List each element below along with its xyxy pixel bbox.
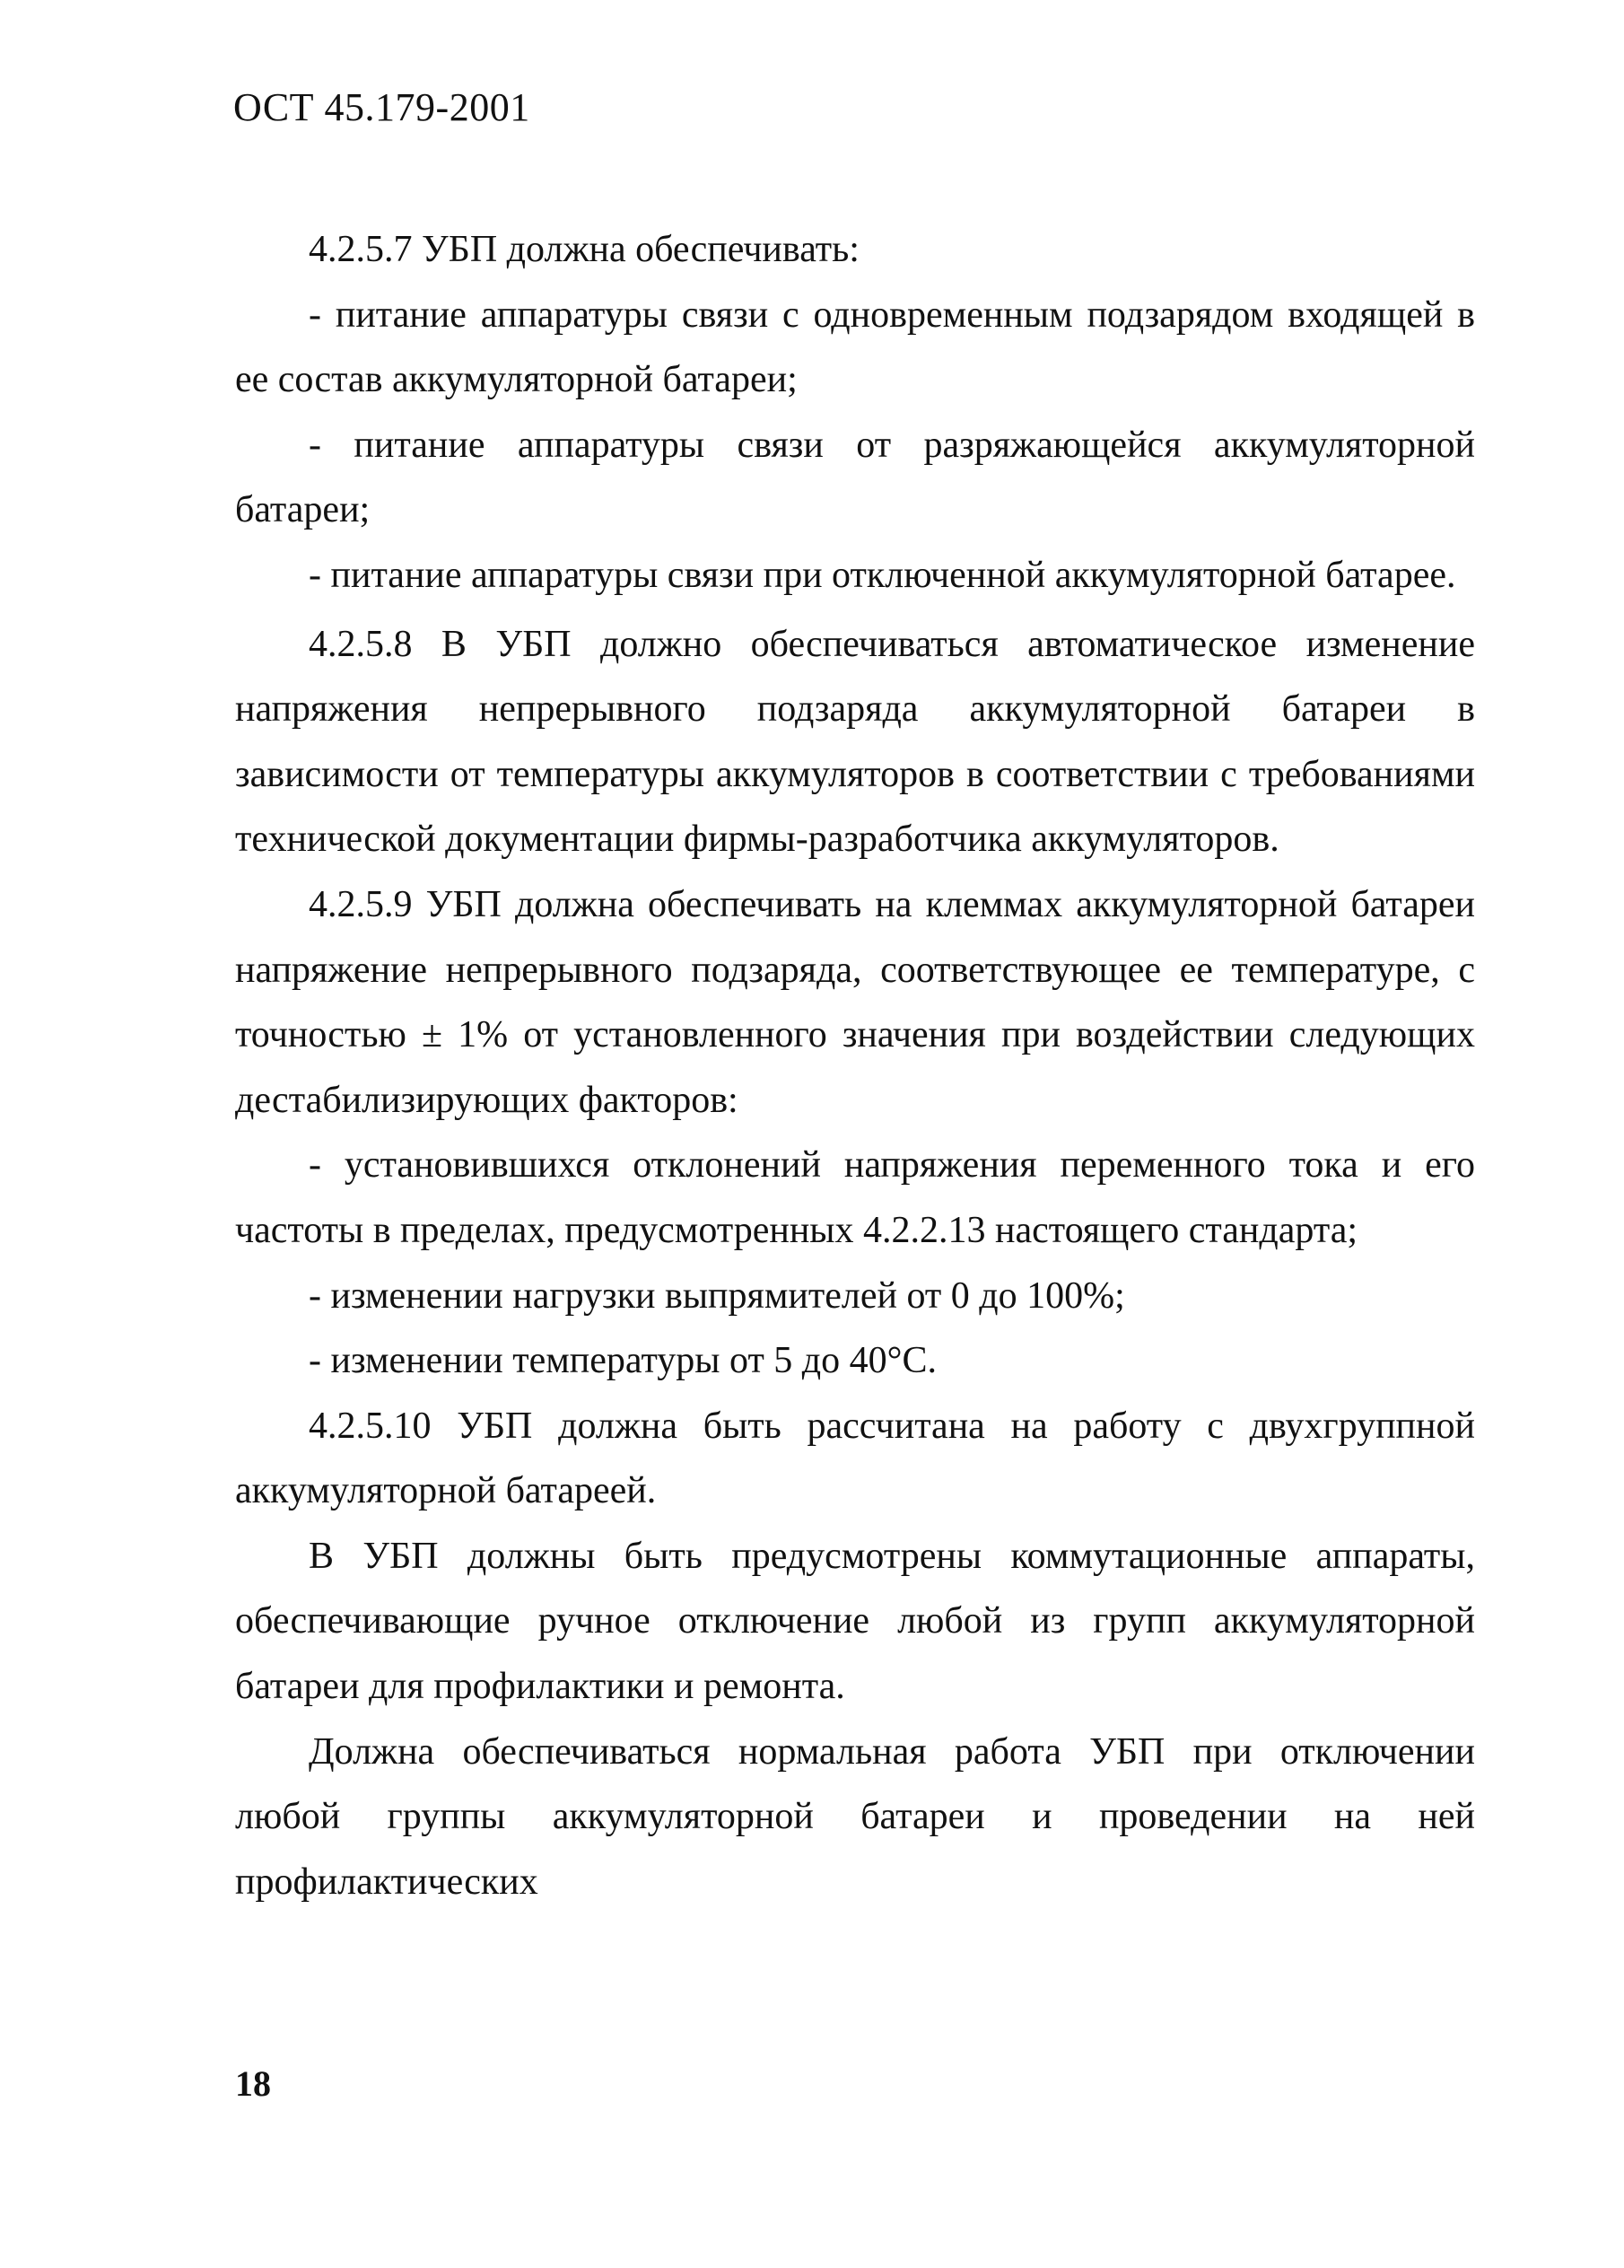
paragraph-normal-operation: Должна обеспечиваться нормальная работа УБП при отключении любой группы аккумуляторной батареи и проведении на ней профилактических [235,1730,1475,1903]
paragraph-switching-devices: В УБП должны быть предусмотрены коммутационные аппараты, обеспечивающие ручное отключение любой из групп аккумуляторной батареи для профилактики и ремонта. [235,1535,1475,1708]
list-item: - питание аппаратуры связи от разряжающейся аккумуляторной батареи; [235,424,1475,531]
paragraph-4-2-5-7: 4.2.5.7 УБП должна обеспечивать: [309,229,860,270]
page-number: 18 [235,2063,271,2104]
list-item: - питание аппаратуры связи с одновременным подзарядом входящей в ее состав аккумуляторной батареи; [235,293,1475,401]
paragraph-4-2-5-9: 4.2.5.9 УБП должна обеспечивать на клеммах аккумуляторной батареи напряжение непрерывного подзаряда, соответствующее ее температуре, с точностью ± 1% от установленного значения при воздействии следующих дестабилизирующих факторов: [235,883,1475,1121]
list-item: - изменении температуры от 5 до 40°С. [309,1340,937,1382]
list-item: - питание аппаратуры связи при отключенной аккумуляторной батарее. [309,554,1456,596]
paragraph-4-2-5-10: 4.2.5.10 УБП должна быть рассчитана на работу с двухгруппной аккумуляторной батареей. [235,1405,1475,1512]
paragraph-4-2-5-8: 4.2.5.8 В УБП должно обеспечиваться автоматическое изменение напряжения непрерывного подзаряда аккумуляторной батареи в зависимости от температуры аккумуляторов в соответствии с требованиями технической документации фирмы-разработчика аккумуляторов. [235,623,1475,861]
document-body [235,217,1475,1914]
document-header: ОСТ 45.179-2001 [233,85,530,129]
list-item: - изменении нагрузки выпрямителей от 0 до 100%; [309,1274,1125,1317]
list-item: - установившихся отклонений напряжения переменного тока и его частоты в пределах, предусмотренных 4.2.2.13 настоящего стандарта; [235,1144,1475,1251]
